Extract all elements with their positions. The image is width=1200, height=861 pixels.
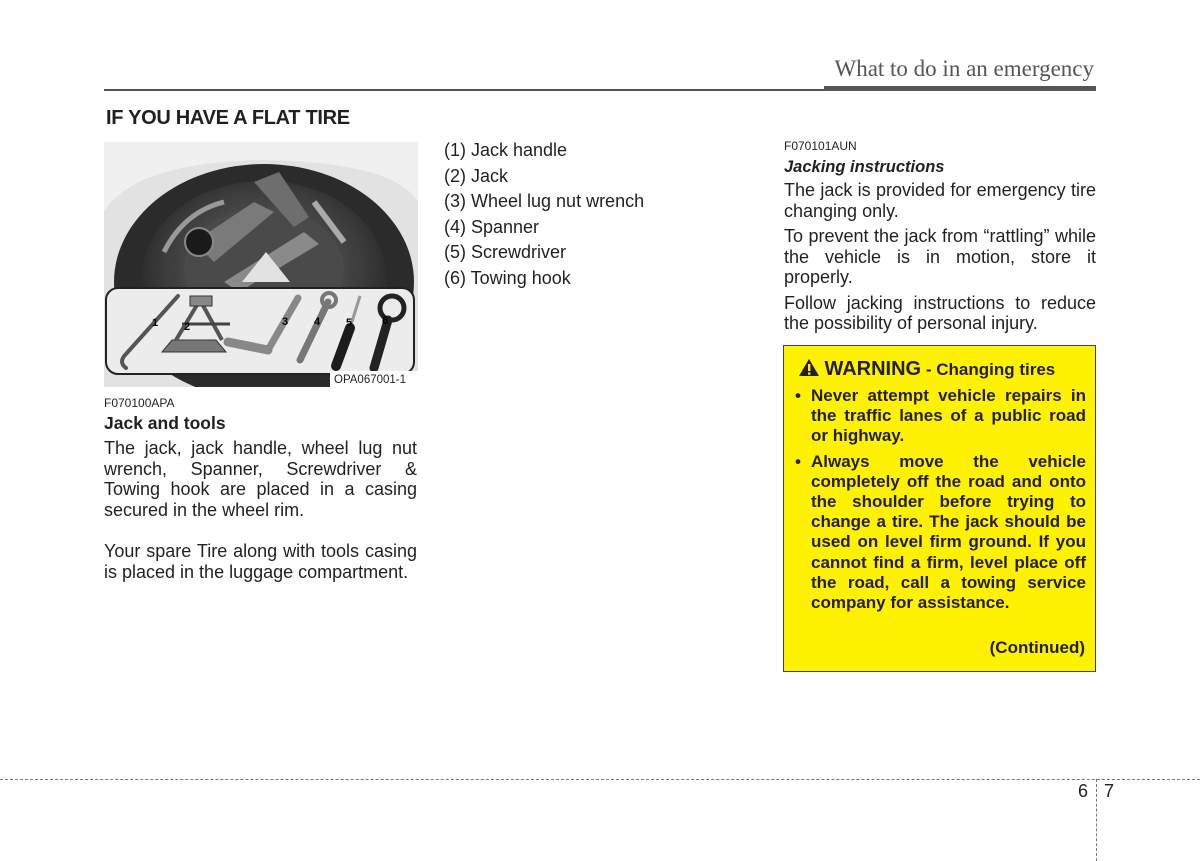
header-rule xyxy=(104,89,824,91)
tool-list-item: (5) Screwdriver xyxy=(444,242,567,262)
jack-tools-body xyxy=(104,438,417,582)
warning-item-text: Never attempt vehicle repairs in the traffic lanes of a public road or highway. xyxy=(811,386,1086,446)
warning-header xyxy=(798,358,1055,381)
jacking-para-3: Follow jacking instructions to reduce the possibility of personal injury. xyxy=(784,292,1096,333)
warning-subtitle: - Changing tires xyxy=(921,360,1056,379)
callout-2: 2 xyxy=(184,321,191,333)
tool-list-item: (3) Wheel lug nut wrench xyxy=(444,191,645,211)
warning-box xyxy=(783,345,1096,672)
jack-tools-title: Jack and tools xyxy=(104,413,226,433)
chapter-title: What to do in an emergency xyxy=(834,56,1094,81)
jacking-title: Jacking instructions xyxy=(784,158,945,176)
callout-5: 5 xyxy=(346,317,353,329)
tool-list-item: (4) Spanner xyxy=(444,216,540,237)
warning-item xyxy=(794,452,1086,614)
bullet-glyph: • xyxy=(795,451,801,471)
tool-list-item: (2) Jack xyxy=(444,165,509,186)
jack-tools-code: F070100APA xyxy=(104,396,175,410)
jacking-para-1: The jack is provided for emergency tire changing only. xyxy=(784,180,1096,221)
tool-list xyxy=(444,138,644,291)
warning-item-text: Always move the vehicle completely off the road and onto the shoulder before trying to change a tire. The jack should be used on level firm ground. If you cannot find a firm, level place off the road, call a towing service company for assistance. xyxy=(811,451,1086,613)
jacking-code: F070101AUN xyxy=(784,139,857,153)
callout-3: 3 xyxy=(282,316,289,328)
callout-6: 6 xyxy=(382,315,389,327)
callout-4: 4 xyxy=(314,316,321,328)
tools-photo xyxy=(104,142,418,387)
warning-triangle-icon xyxy=(798,358,820,377)
jack-tools-para-2: Your spare Tire along with tools casing is placed in the luggage compartment. xyxy=(104,541,417,582)
warning-continued: (Continued) xyxy=(989,638,1085,657)
tool-list-item: (1) Jack handle xyxy=(444,140,568,160)
tools-illustration xyxy=(104,142,418,387)
warning-word: WARNING xyxy=(824,358,922,380)
jacking-body xyxy=(784,180,1096,334)
callout-1: 1 xyxy=(152,317,159,329)
section-title: IF YOU HAVE A FLAT TIRE xyxy=(106,107,350,129)
page-number: 7 xyxy=(1104,781,1115,801)
bullet-glyph: • xyxy=(795,386,801,405)
warning-item xyxy=(794,386,1086,447)
footer-page-divider xyxy=(1096,779,1097,861)
tools-inset xyxy=(106,288,414,374)
jack-tools-para-1: The jack, jack handle, wheel lug nut wrench, Spanner, Screwdriver & Towing hook are placed in a casing secured in the wheel rim. xyxy=(104,438,417,520)
jacking-para-2: To prevent the jack from “rattling” while the vehicle is in motion, store it properly. xyxy=(784,226,1096,287)
footer-dashed-rule xyxy=(0,779,1200,780)
tool-list-item: (6) Towing hook xyxy=(444,267,571,288)
header-rule-accent xyxy=(824,86,1096,91)
page-chapter-number: 6 xyxy=(1078,781,1089,801)
figure-caption-code: OPA067001-1 xyxy=(334,374,407,386)
warning-list xyxy=(794,386,1086,618)
